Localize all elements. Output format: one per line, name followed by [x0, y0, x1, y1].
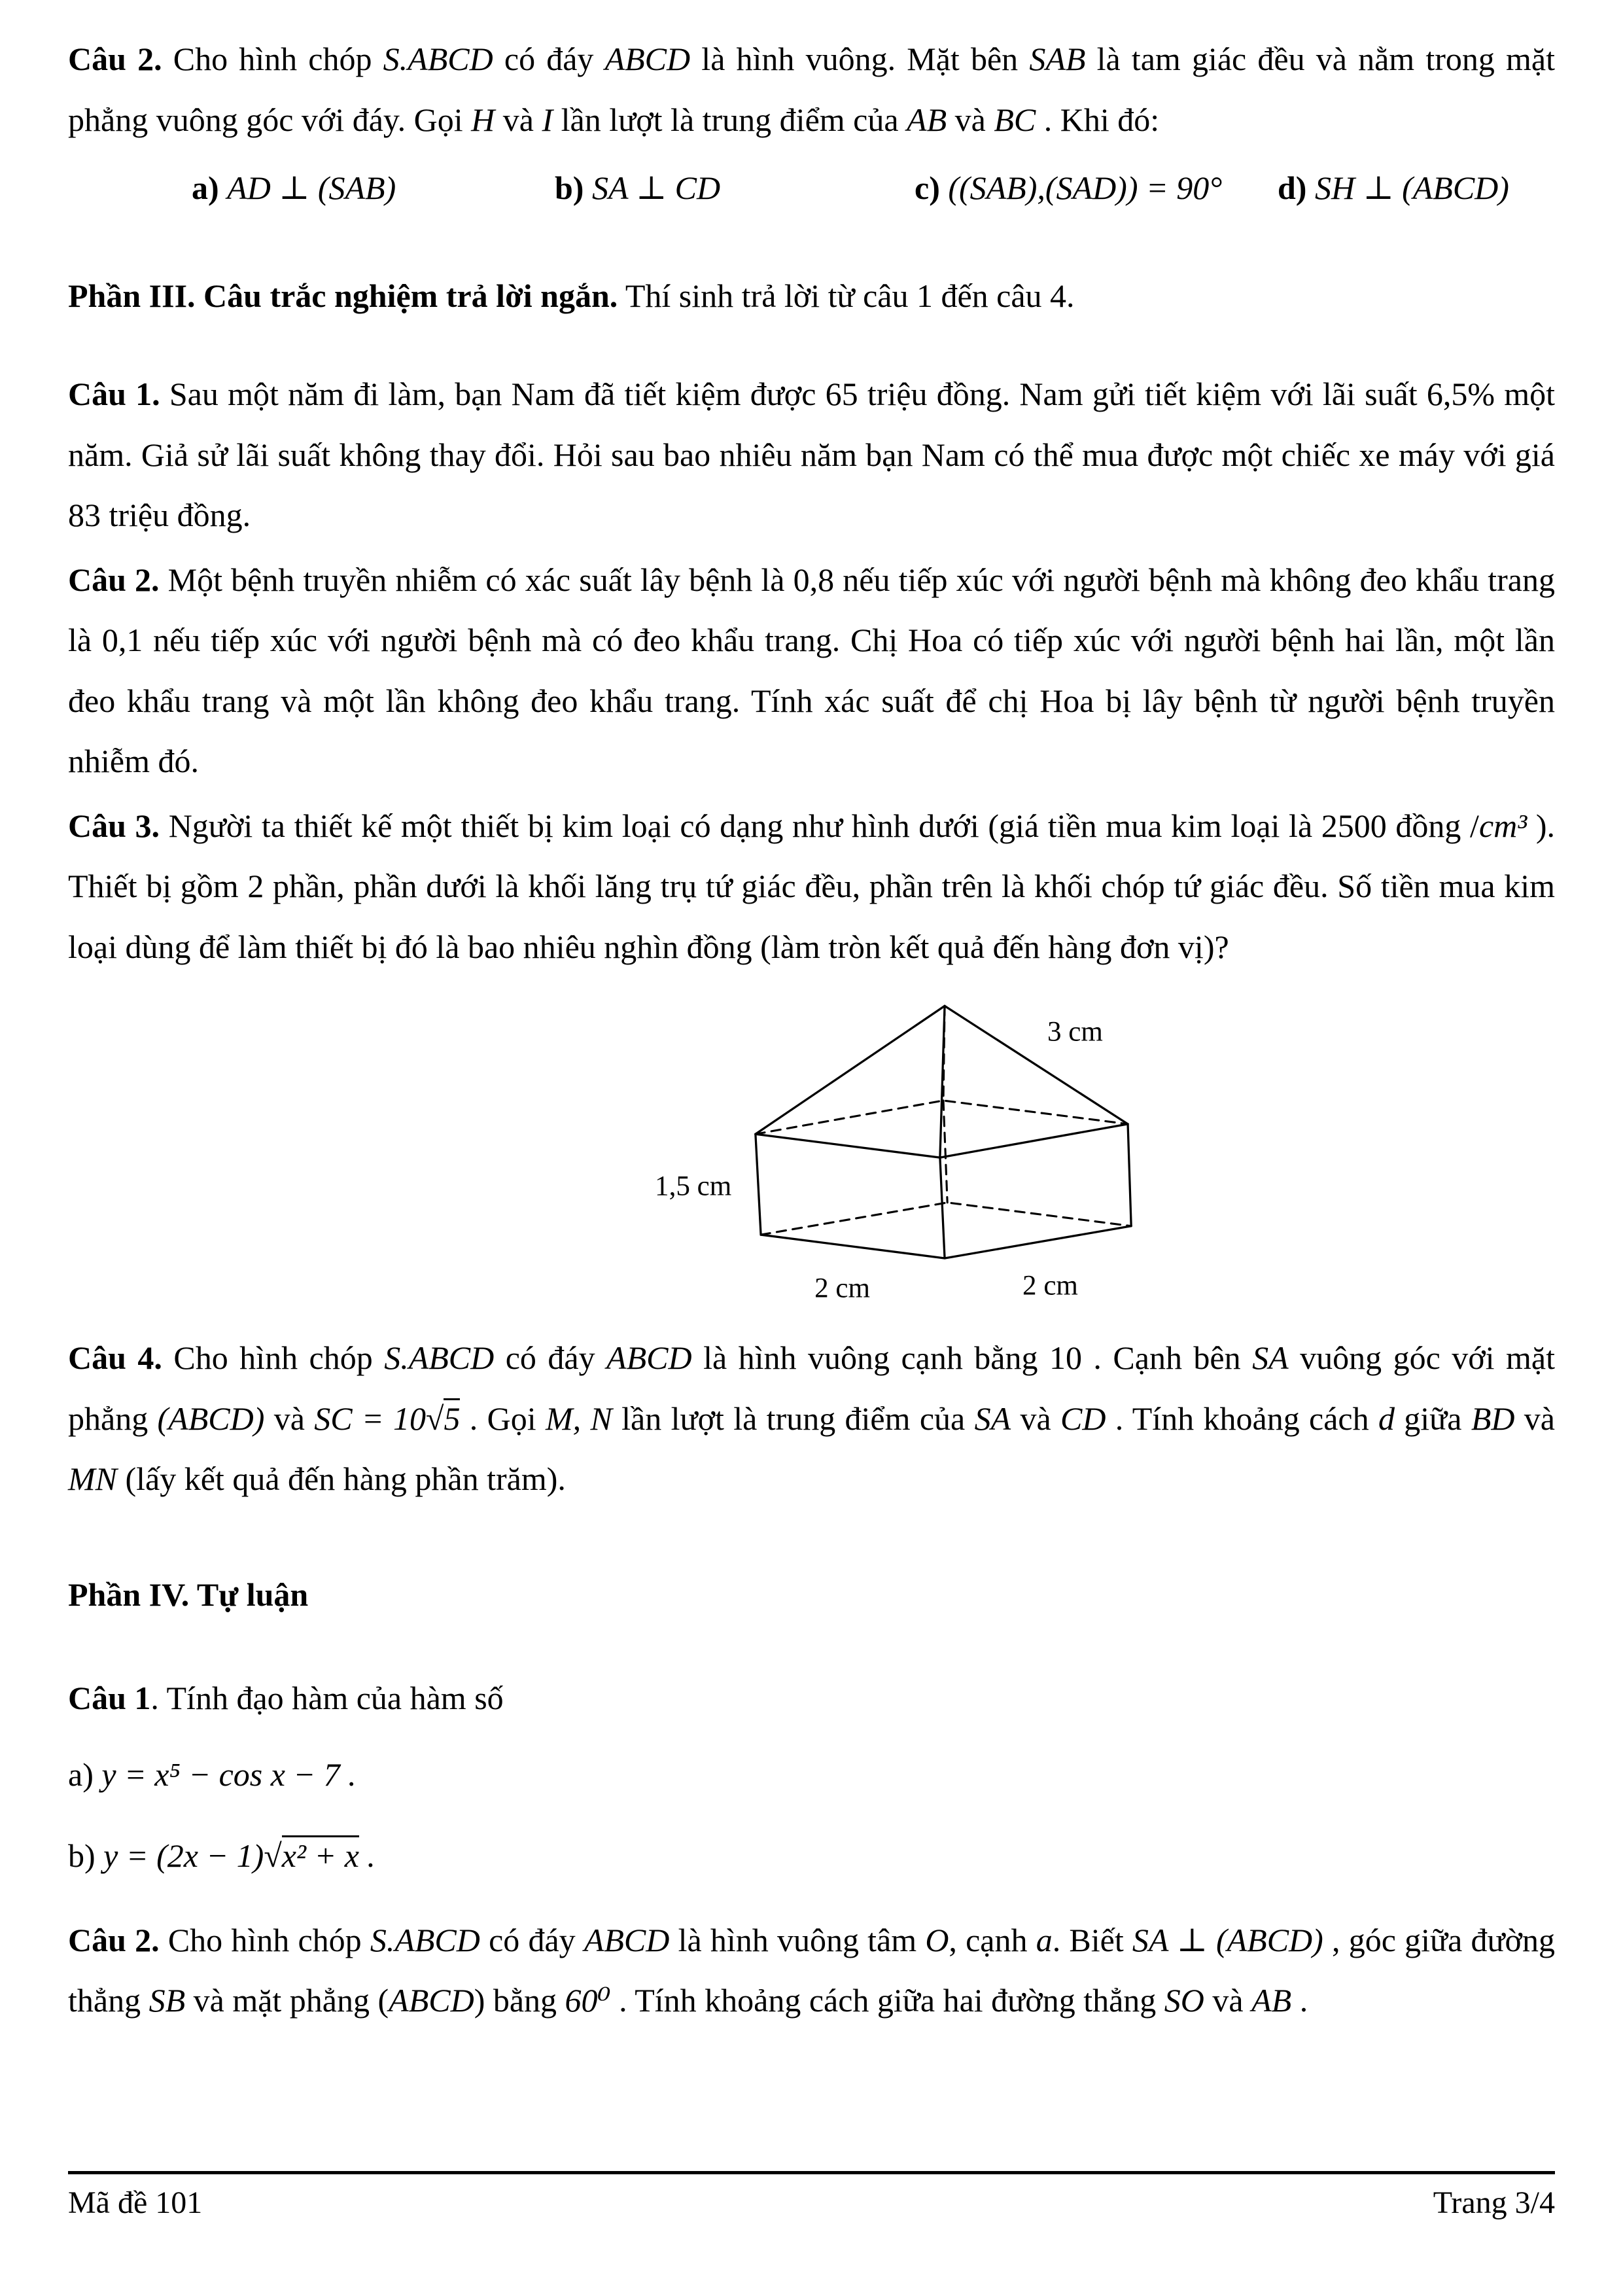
text-segment: (lấy kết quả đến hàng phần trăm).: [117, 1460, 566, 1497]
text-segment: √: [426, 1400, 444, 1437]
text-segment: Một bệnh truyền nhiễm có xác suất lây bệnh là 0,8 nếu tiếp xúc với người bệnh mà không đeo khẩu trang là 0,1 nếu tiếp xúc với người bệnh mà có đeo khẩu trang. Chị Hoa có tiếp xúc với người bệnh hai lần, một lần đeo khẩu trang và một lần không đeo khẩu trang. Tính xác suất để chị Hoa bị lây bệnh từ người bệnh truyền nhiễm đó.: [68, 561, 1555, 779]
question-text: [68, 807, 1555, 965]
text-segment: và: [495, 101, 542, 138]
option-c: [915, 158, 1278, 219]
equation-a: [68, 1744, 1555, 1805]
option-text: SA ⊥ CD: [591, 169, 721, 206]
text-segment: ABCD: [606, 1339, 692, 1376]
heading-bold-text: Phần III. Câu trắc nghiệm trả lời ngắn.: [68, 277, 618, 314]
section-heading-part4: Phần IV. Tự luận: [68, 1576, 309, 1613]
text-segment: S.ABCD: [370, 1921, 480, 1958]
answer-options-row: [68, 158, 1555, 219]
text-segment: có đáy: [493, 41, 605, 77]
text-segment: ABCD: [604, 41, 691, 77]
option-key: a): [192, 169, 219, 206]
section-heading-part3: [68, 266, 1555, 327]
text-segment: . Khi đó:: [1036, 101, 1160, 138]
text-segment: AB: [1251, 1982, 1292, 2019]
text-segment: , cạnh: [949, 1921, 1036, 1958]
text-segment: Sau một năm đi làm, bạn Nam đã tiết kiệm được 65 triệu đồng. Nam gửi tiết kiệm với lãi suất 6,5% một năm. Giả sử lãi suất không thay đổi. Hỏi sau bao nhiêu năm bạn Nam có thể mua được một chiếc xe máy với giá 83 triệu đồng.: [68, 376, 1555, 533]
figure-label-edge: 3 cm: [1047, 1016, 1103, 1048]
text-segment: ABCD: [584, 1921, 670, 1958]
text-segment: và: [947, 101, 994, 138]
text-segment: S.ABCD: [383, 41, 493, 77]
question-text: [68, 1922, 1555, 2019]
question-label: Câu 1.: [68, 376, 160, 412]
figure-label-height: 1,5 cm: [654, 1171, 731, 1202]
footer-page-number: Trang 3/4: [1433, 2185, 1555, 2220]
equation-b: [68, 1826, 1555, 1886]
equation-key: a): [68, 1756, 94, 1793]
option-text: SH ⊥ (ABCD): [1314, 169, 1509, 206]
text-segment: lần lượt là trung điểm của: [553, 101, 907, 138]
text-segment: có đáy: [494, 1339, 607, 1376]
text-segment: SC = 10: [314, 1400, 427, 1437]
text-segment: I: [542, 101, 553, 138]
question-label: Câu 4.: [68, 1339, 162, 1376]
text-segment: SA ⊥ (ABCD): [1132, 1921, 1323, 1958]
question-part4-2: [68, 1910, 1555, 2031]
text-segment: H: [471, 101, 495, 138]
question-part3-4: [68, 1328, 1555, 1510]
question-label: Câu 2.: [68, 41, 162, 77]
text-segment: x² + x: [282, 1835, 359, 1874]
prism-pyramid-figure: [655, 997, 1178, 1312]
text-segment: . Tính khoảng cách: [1106, 1400, 1378, 1437]
text-segment: và: [264, 1400, 315, 1437]
question-part2-2: [68, 29, 1555, 150]
text-segment: SO: [1164, 1982, 1204, 2019]
question-text: [68, 376, 1555, 533]
text-segment: SA: [974, 1400, 1011, 1437]
question-label: Câu 1: [68, 1680, 151, 1716]
option-text: ((SAB),(SAD)) = 90°: [948, 169, 1223, 206]
text-segment: BC: [994, 101, 1036, 138]
text-segment: là hình vuông. Mặt bên: [690, 41, 1030, 77]
text-segment: y = (2x − 1): [103, 1837, 264, 1874]
page-footer: [68, 2171, 1555, 2221]
option-b: [555, 158, 915, 219]
question-label: Câu 2.: [68, 1921, 160, 1958]
text-segment: là hình vuông tâm: [669, 1921, 926, 1958]
text-segment: Cho hình chóp: [167, 1921, 370, 1958]
figure-label-base-left: 2 cm: [814, 1273, 870, 1304]
text-segment: lần lượt là trung điểm của: [612, 1400, 975, 1437]
question-text: [150, 1680, 503, 1716]
text-segment: .: [1291, 1982, 1308, 2019]
text-segment: giữa: [1394, 1400, 1471, 1437]
text-segment: 60⁰: [565, 1982, 611, 2019]
question-part3-3: [68, 796, 1555, 978]
question-part3-1: [68, 364, 1555, 546]
text-segment: M, N: [545, 1400, 612, 1437]
question-label: Câu 2.: [68, 561, 160, 598]
equation-text: [103, 1835, 375, 1874]
text-segment: CD: [1060, 1400, 1106, 1437]
equation-key: b): [68, 1837, 96, 1874]
text-segment: y = x⁵ − cos x − 7 .: [101, 1756, 357, 1793]
text-segment: BD: [1471, 1400, 1515, 1437]
text-segment: ) bằng: [474, 1982, 565, 2019]
figure-wrap: [655, 997, 1178, 1312]
text-segment: . Tính khoảng cách giữa hai đường thẳng: [610, 1982, 1164, 2019]
text-segment: √: [264, 1837, 282, 1874]
text-segment: d: [1378, 1400, 1395, 1437]
text-segment: Cho hình chóp: [173, 1339, 385, 1376]
text-segment: Cho hình chóp: [173, 41, 383, 77]
text-segment: SAB: [1029, 41, 1086, 77]
text-segment: SA: [1252, 1339, 1289, 1376]
text-segment: S.ABCD: [384, 1339, 495, 1376]
option-key: b): [555, 169, 584, 206]
question-text: [68, 1339, 1555, 1497]
text-segment: ). Thiết bị gồm 2 phần, phần dưới là khối lăng trụ tứ giác đều, phần trên là khối chóp tứ giác đều. Số tiền mua kim loại dùng để làm thiết bị đó là bao nhiêu nghìn đồng (làm tròn kết quả đến hàng đơn vị)?: [68, 807, 1556, 965]
option-key: c): [915, 169, 940, 206]
text-segment: . Tính đạo hàm của hàm số: [150, 1680, 504, 1716]
text-segment: có đáy: [480, 1921, 584, 1958]
question-part3-2: [68, 550, 1555, 792]
text-segment: , góc giữa đường thẳng: [68, 1921, 1556, 2019]
text-segment: vuông góc với mặt phẳng: [68, 1339, 1555, 1437]
text-segment: là hình vuông cạnh bằng 10 . Cạnh bên: [691, 1339, 1253, 1376]
question-text: [68, 41, 1555, 138]
text-segment: và: [1514, 1400, 1555, 1437]
text-segment: .: [358, 1837, 375, 1874]
text-segment: O: [925, 1921, 949, 1958]
question-label: Câu 3.: [68, 807, 160, 844]
option-text: AD ⊥ (SAB): [227, 169, 396, 206]
text-segment: a: [1036, 1921, 1053, 1958]
heading-note-text: Thí sinh trả lời từ câu 1 đến câu 4.: [618, 277, 1075, 314]
text-segment: . Gọi: [460, 1400, 546, 1437]
exam-page-content: [68, 29, 1555, 2035]
text-segment: là tam giác đều và nằm trong mặt phẳng vuông góc với đáy. Gọi: [68, 41, 1556, 138]
text-segment: và: [1204, 1982, 1252, 2019]
equation-text: [101, 1756, 356, 1793]
question-text: [68, 561, 1555, 780]
text-segment: và mặt phẳng (: [185, 1982, 389, 2019]
figure-label-base-right: 2 cm: [1022, 1270, 1078, 1301]
text-segment: và: [1011, 1400, 1060, 1437]
text-segment: AB: [907, 101, 947, 138]
text-segment: . Biết: [1052, 1921, 1132, 1958]
text-segment: SB: [148, 1982, 186, 2019]
option-key: d): [1278, 169, 1307, 206]
text-segment: Người ta thiết kế một thiết bị kim loại có dạng như hình dưới (giá tiền mua kim loại là 2500 đồng /: [168, 807, 1479, 844]
text-segment: 5: [444, 1398, 460, 1437]
text-segment: cm³: [1478, 807, 1527, 844]
figure-labels: [655, 1017, 1103, 1304]
text-segment: ABCD: [389, 1982, 474, 2019]
text-segment: (ABCD): [157, 1400, 265, 1437]
option-a: [192, 158, 555, 219]
option-d: [1278, 158, 1555, 219]
question-part4-1: [68, 1668, 1555, 1729]
footer-exam-code: Mã đề 101: [68, 2185, 203, 2220]
text-segment: MN: [68, 1460, 117, 1497]
